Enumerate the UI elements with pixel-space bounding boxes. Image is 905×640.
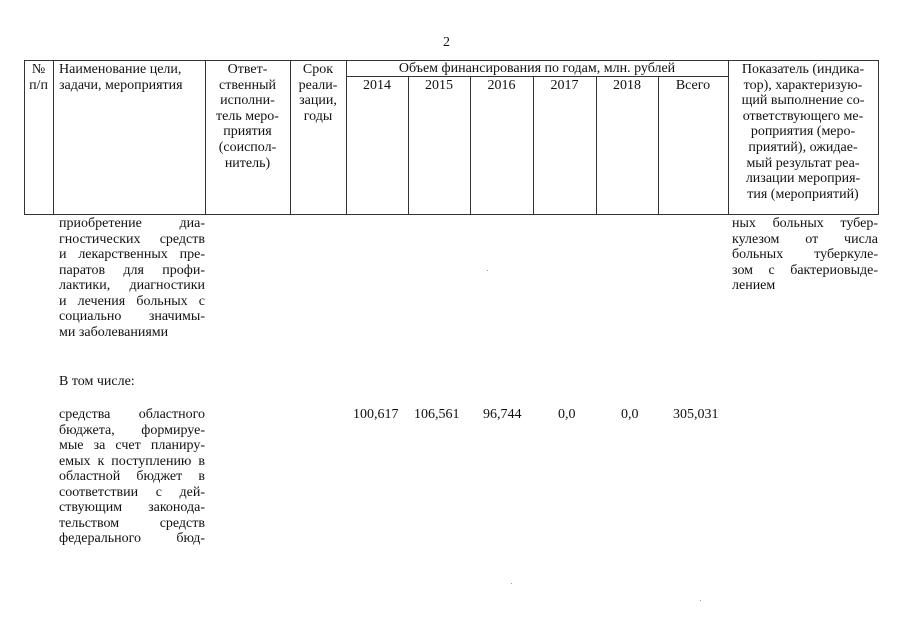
funding-source-description: средства областного бюджета, формируе- мые за счет планиру- емых к поступлению в областной бюджет в соответствии с дей- ствующим законода- тельством средств федерального бюд- xyxy=(59,407,205,546)
header-financing-title: Объем финансирования по годам, млн. рублей xyxy=(398,61,676,76)
header-year-2014: 2014 xyxy=(363,78,391,93)
header-term: Срок реали- зации, годы xyxy=(298,62,338,124)
page-number: 2 xyxy=(443,35,450,50)
value-2018: 0,0 xyxy=(621,407,639,422)
value-2017: 0,0 xyxy=(558,407,576,422)
including-label: В том числе: xyxy=(59,374,135,389)
header-year-2016: 2016 xyxy=(487,78,516,93)
value-2015: 106,561 xyxy=(414,407,460,422)
activity-description: приобретение диа- гностических средств и лекарственных пре- паратов для профи- лактики, диагностики и лечения больных с социально значимы- ми заболеваниями xyxy=(59,216,205,340)
value-2014: 100,617 xyxy=(353,407,399,422)
header-name: Наименование цели, задачи, мероприятия xyxy=(59,62,183,93)
header-num: № п/п xyxy=(29,62,48,93)
scan-speck xyxy=(700,600,701,601)
header-indicator: Показатель (индика- тор), характеризую- щий выполнение со- ответствующего ме- роприятия (меро- приятий), ожидае- мый результат реа- лизации мероприя- тия (мероприятий) xyxy=(741,62,865,202)
header-year-2018: 2018 xyxy=(613,78,641,93)
header-total: Всего xyxy=(675,78,711,93)
value-2016: 96,744 xyxy=(483,407,522,422)
value-total: 305,031 xyxy=(673,407,719,422)
indicator-text: ных больных тубер- кулезом от числа больных туберкуле- зом с бактериовыде- лением xyxy=(732,216,878,293)
header-year-2015: 2015 xyxy=(425,78,453,93)
scan-speck xyxy=(511,583,512,584)
header-responsible: Ответ- ственный исполни- тель меро- приятия (соиспол- нитель) xyxy=(216,62,279,171)
scan-speck xyxy=(487,270,488,271)
header-year-2017: 2017 xyxy=(550,78,579,93)
